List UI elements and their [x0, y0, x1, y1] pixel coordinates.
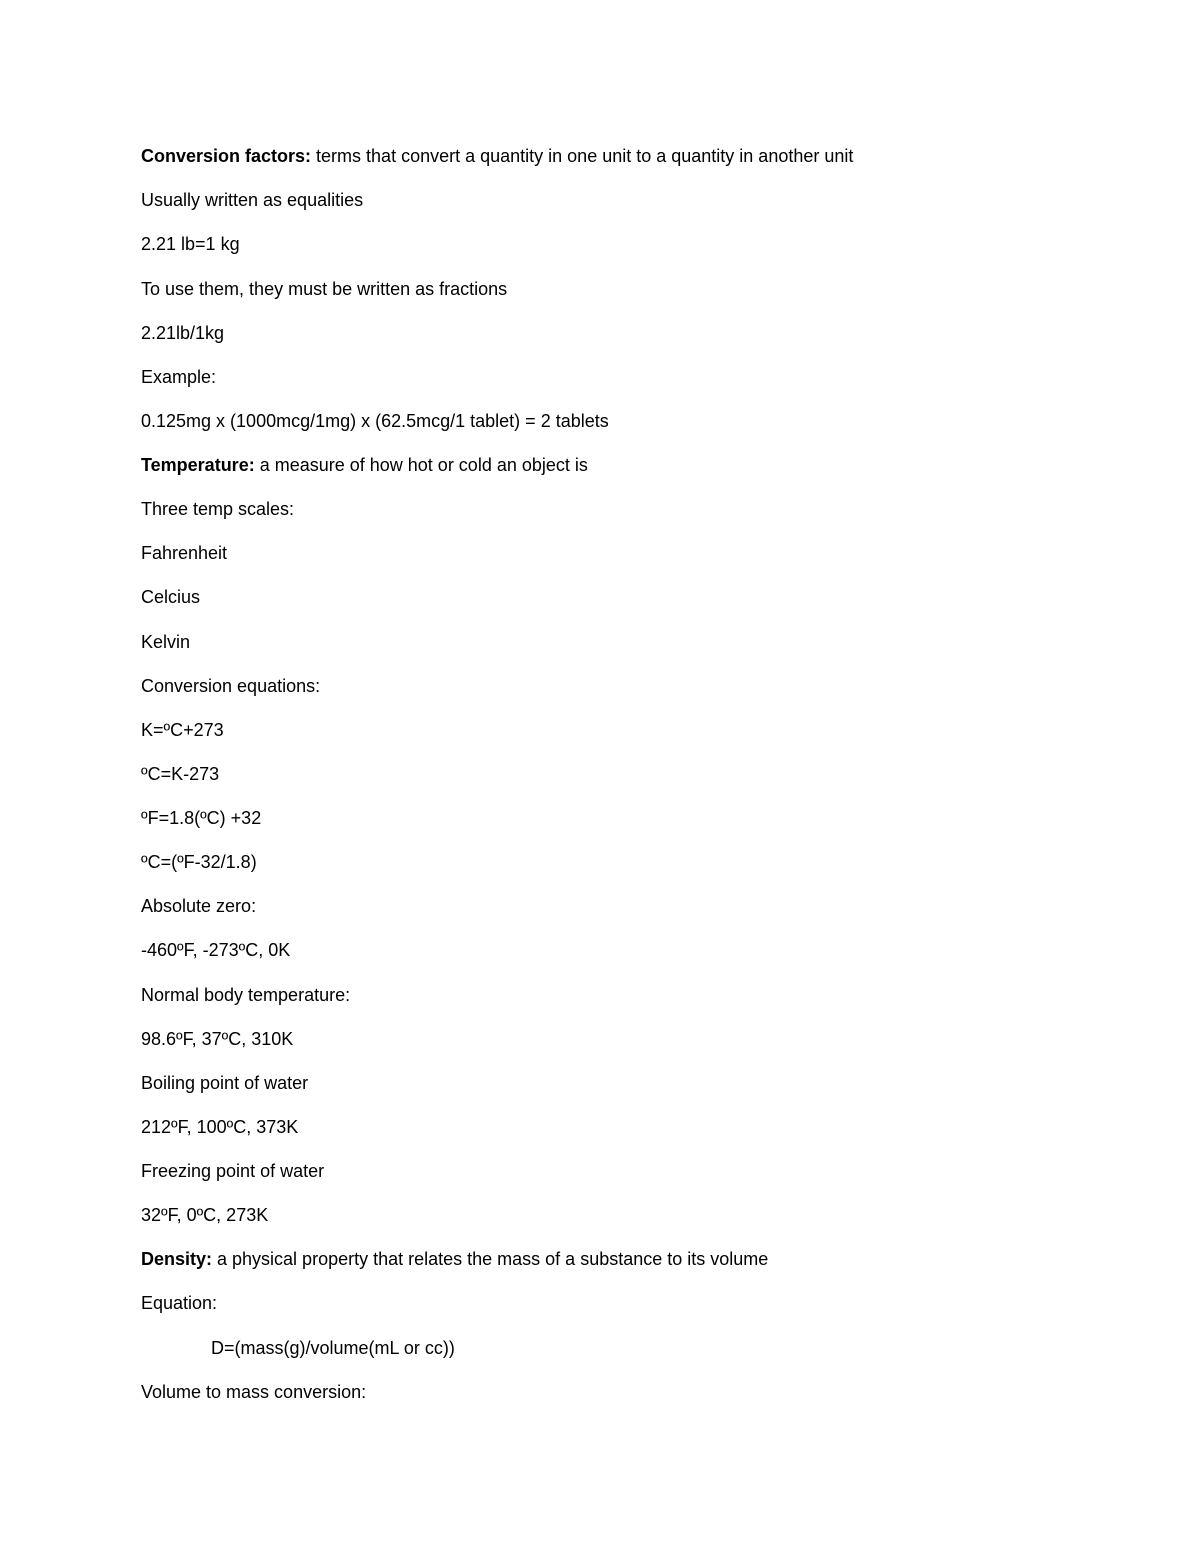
text-line: Kelvin — [141, 632, 191, 652]
term-density: Density: — [141, 1249, 213, 1269]
text-line: 98.6ºF, 37ºC, 310K — [141, 1029, 294, 1049]
text-line: 2.21 lb=1 kg — [141, 234, 240, 254]
text-line: Equation: — [141, 1293, 218, 1313]
text-line: ºC=K-273 — [141, 764, 220, 784]
text-line: Volume to mass conversion: — [141, 1382, 367, 1402]
definition-text: a physical property that relates the mass of a substance to its volume — [212, 1249, 769, 1269]
text-line: Freezing point of water — [141, 1161, 325, 1181]
text-line: Conversion equations: — [141, 676, 321, 696]
text-line: K=ºC+273 — [141, 720, 224, 740]
definition-text: terms that convert a quantity in one unit to a quantity in another unit — [311, 146, 854, 166]
text-line: -460ºF, -273ºC, 0K — [141, 940, 291, 960]
text-line: 0.125mg x (1000mcg/1mg) x (62.5mcg/1 tablet) = 2 tablets — [141, 411, 609, 431]
text-line: 32ºF, 0ºC, 273K — [141, 1205, 269, 1225]
text-line: Three temp scales: — [141, 499, 295, 519]
text-line: Example: — [141, 367, 217, 387]
density-equation: D=(mass(g)/volume(mL or cc)) — [211, 1338, 455, 1358]
text-line: ºF=1.8(ºC) +32 — [141, 808, 262, 828]
conversion-factors-definition — [141, 144, 853, 168]
definition-text: a measure of how hot or cold an object is — [254, 455, 588, 475]
text-line: ºC=(ºF-32/1.8) — [141, 852, 257, 872]
text-line: Absolute zero: — [141, 896, 257, 916]
text-line: Usually written as equalities — [141, 190, 364, 210]
text-line: To use them, they must be written as fractions — [141, 279, 508, 299]
term-temperature: Temperature: — [141, 455, 255, 475]
density-definition — [141, 1247, 768, 1271]
text-line: Celcius — [141, 587, 201, 607]
text-line: Fahrenheit — [141, 543, 228, 563]
text-line: 212ºF, 100ºC, 373K — [141, 1117, 299, 1137]
text-line: Boiling point of water — [141, 1073, 309, 1093]
term-conversion-factors: Conversion factors: — [141, 146, 312, 166]
temperature-definition — [141, 453, 588, 477]
text-line: Normal body temperature: — [141, 985, 351, 1005]
text-line: 2.21lb/1kg — [141, 323, 225, 343]
